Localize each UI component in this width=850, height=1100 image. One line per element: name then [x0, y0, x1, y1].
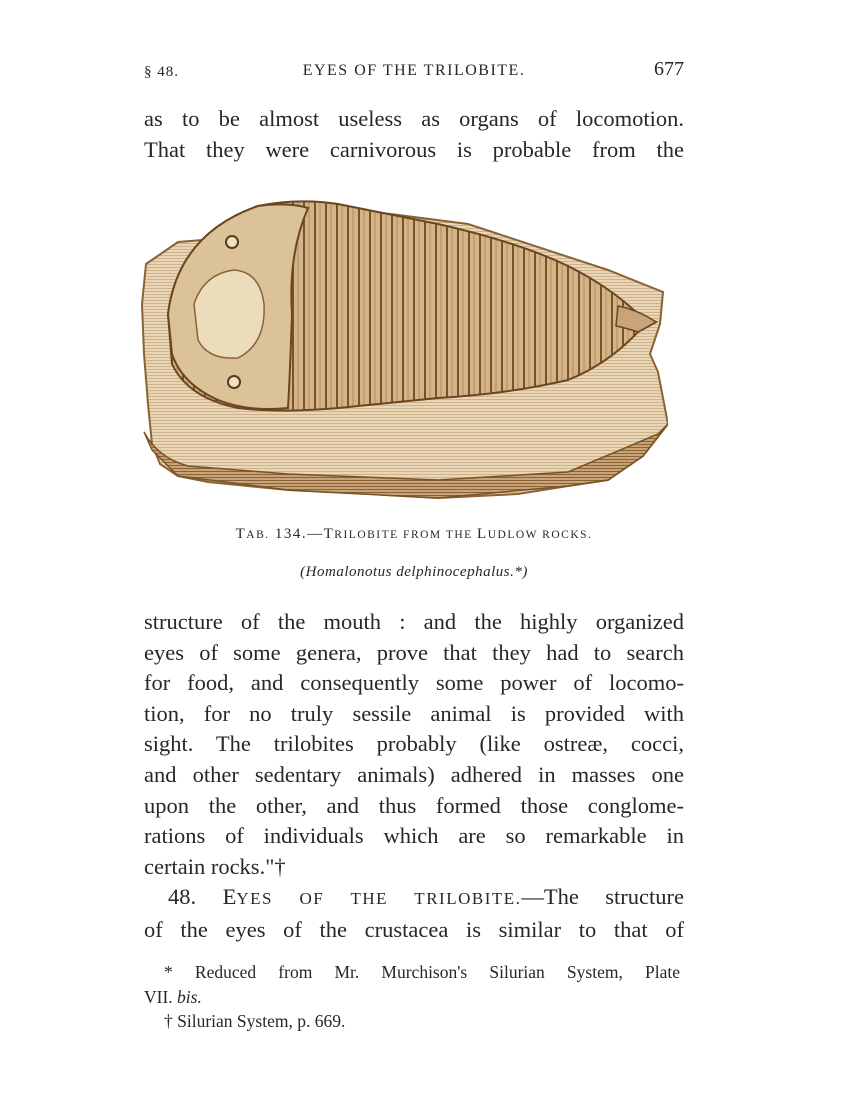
text-line: of the eyes of the crustacea is similar to that of [144, 916, 684, 942]
text-line: for food, and consequently some power of locomo- [144, 670, 684, 696]
section-heading-line: 48. EYES OF THE TRILOBITE.—The structure [168, 884, 685, 910]
footnote-1-cont: VII. bis. [144, 986, 202, 1007]
paragraph-top [144, 104, 684, 165]
text-line: and other sedentary animals) adhered in masses one [144, 761, 684, 787]
text-line: certain rocks."† [144, 853, 286, 879]
section-mark: § 48. [144, 64, 179, 80]
paragraph-main [144, 607, 684, 946]
eye-upper [226, 236, 238, 248]
footnote-1: * Reduced from Mr. Murchison's Silurian System, Plate [164, 962, 680, 982]
trilobite-engraving [138, 194, 668, 506]
page-number: 677 [654, 58, 684, 80]
text-line: sight. The trilobites probably (like ostreæ, cocci, [144, 731, 684, 757]
text-line: rations of individuals which are so remarkable in [144, 823, 684, 849]
footnote-2: † Silurian System, p. 669. [164, 1011, 346, 1032]
figure-species: (Homalonotus delphinocephalus.*) [300, 564, 528, 580]
footnotes [144, 960, 680, 1034]
figure-caption: TAB. 134.—TRILOBITE FROM THE LUDLOW ROCKS. [235, 526, 593, 542]
running-header [144, 58, 684, 88]
text-line: That they were carnivorous is probable from the [144, 136, 684, 162]
text-line: eyes of some genera, prove that they had to search [144, 639, 684, 665]
text-line: structure of the mouth : and the highly organized [144, 609, 684, 634]
eye-lower [228, 376, 240, 388]
text-line: upon the other, and thus formed those conglome- [144, 792, 684, 818]
text-line: tion, for no truly sessile animal is provided with [144, 700, 684, 726]
running-title: EYES OF THE TRILOBITE. [302, 62, 526, 79]
text-line: as to be almost useless as organs of locomotion. [144, 106, 684, 131]
